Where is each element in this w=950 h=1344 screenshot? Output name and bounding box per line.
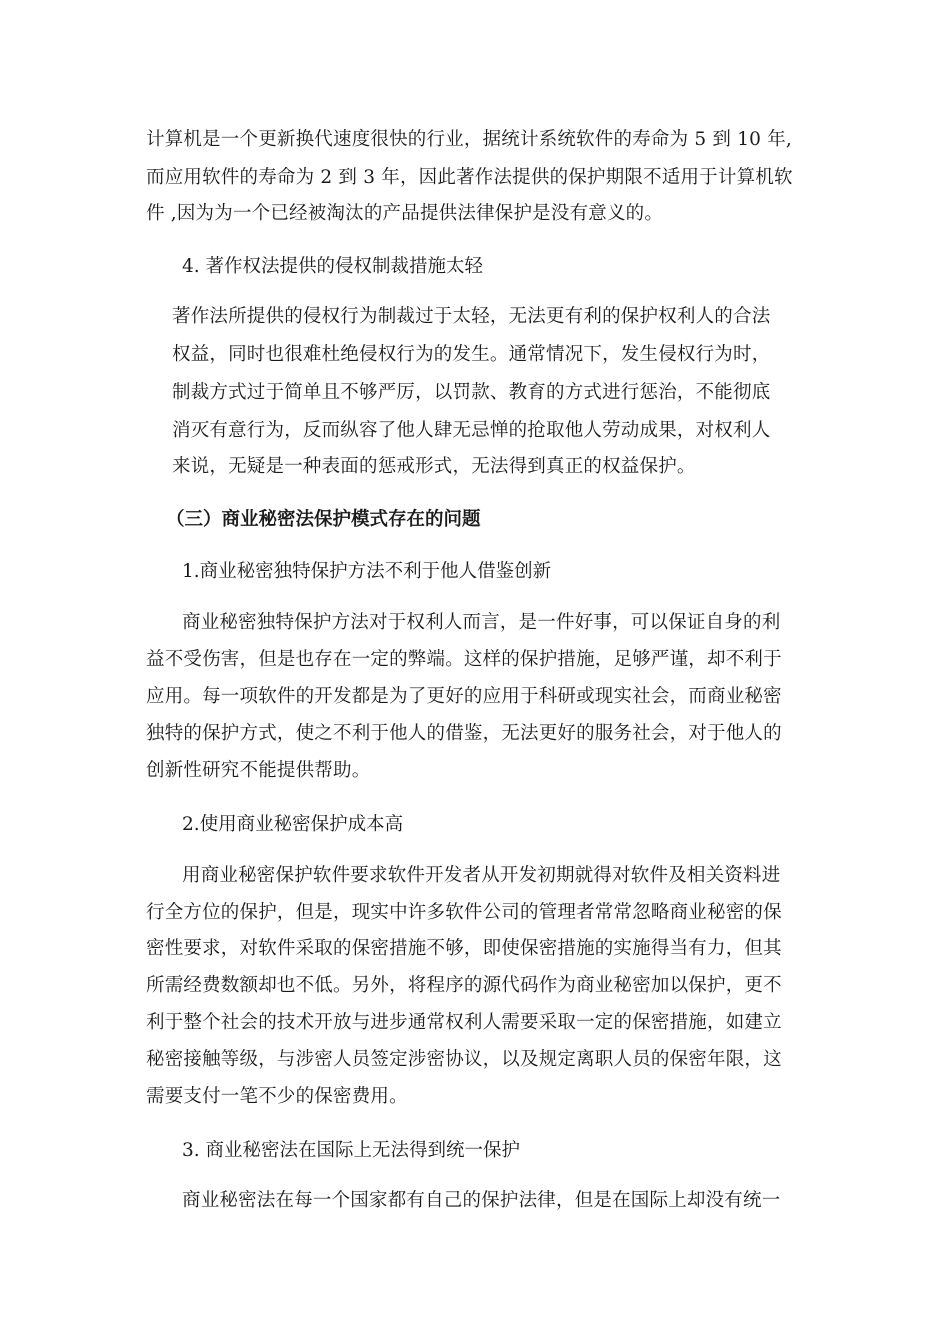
text-line: 益不受伤害，但是也存在一定的弊端。这样的保护措施，足够严谨，却不利于 [146, 649, 782, 670]
section-heading-trade-secret: （三）商业秘密法保护模式存在的问题 [166, 509, 481, 530]
text-line: 独特的保护方式，使之不利于他人的借鉴，无法更好的服务社会，对于他人的 [146, 723, 782, 744]
text-line: 所需经费数额却也不低。另外，将程序的源代码作为商业秘密加以保护，更不 [146, 975, 782, 996]
text-line: 计算机是一个更新换代速度很快的行业，据统计系统软件的寿命为 5 到 10 年, [146, 129, 793, 150]
text-line: 应用。每一项软件的开发都是为了更好的应用于科研或现实社会，而商业秘密 [146, 686, 782, 707]
text-line: 而应用软件的寿命为 2 到 3 年，因此著作法提供的保护期限不适用于计算机软 [146, 167, 793, 188]
heading-s1-innovation: 1.商业秘密独特保护方法不利于他人借鉴创新 [182, 561, 552, 582]
text-line: 制裁方式过于简单且不够严厉，以罚款、教育的方式进行惩治，不能彻底 [172, 382, 771, 403]
text-line: 来说，无疑是一种表面的惩戒形式，无法得到真正的权益保护。 [172, 456, 696, 477]
heading-s2-cost: 2.使用商业秘密保护成本高 [182, 814, 404, 835]
text-line: 商业秘密法在每一个国家都有自己的保护法律，但是在国际上却没有统一 [182, 1190, 781, 1211]
text-line: 著作法所提供的侵权行为制裁过于太轻，无法更有利的保护权利人的合法 [172, 306, 771, 327]
text-line: 需要支付一笔不少的保密费用。 [146, 1086, 408, 1107]
text-line: 密性要求，对软件采取的保密措施不够，即使保密措施的实施得当有力，但其 [146, 938, 782, 959]
text-line: 创新性研究不能提供帮助。 [146, 760, 371, 781]
text-line: 商业秘密独特保护方法对于权利人而言，是一件好事，可以保证自身的利 [182, 612, 781, 633]
text-line: 用商业秘密保护软件要求软件开发者从开发初期就得对软件及相关资料进 [182, 865, 781, 886]
text-line: 秘密接触等级，与涉密人员签定涉密协议，以及规定离职人员的保密年限，这 [146, 1049, 782, 1070]
text-line: 消灭有意行为，反而纵容了他人肆无忌惮的抢取他人劳动成果，对权利人 [172, 420, 771, 441]
text-line: 件 ,因为为一个已经被淘汰的产品提供法律保护是没有意义的。 [146, 203, 664, 224]
text-line: 利于整个社会的技术开放与进步通常权利人需要采取一定的保密措施，如建立 [146, 1012, 782, 1033]
heading-s3-international: 3. 商业秘密法在国际上无法得到统一保护 [182, 1140, 521, 1161]
text-line: 行全方位的保护，但是，现实中许多软件公司的管理者常常忽略商业秘密的保 [146, 902, 782, 923]
heading-4-sanctions: 4. 著作权法提供的侵权制裁措施太轻 [182, 256, 484, 277]
text-line: 权益，同时也很难杜绝侵权行为的发生。通常情况下，发生侵权行为时， [172, 344, 771, 365]
